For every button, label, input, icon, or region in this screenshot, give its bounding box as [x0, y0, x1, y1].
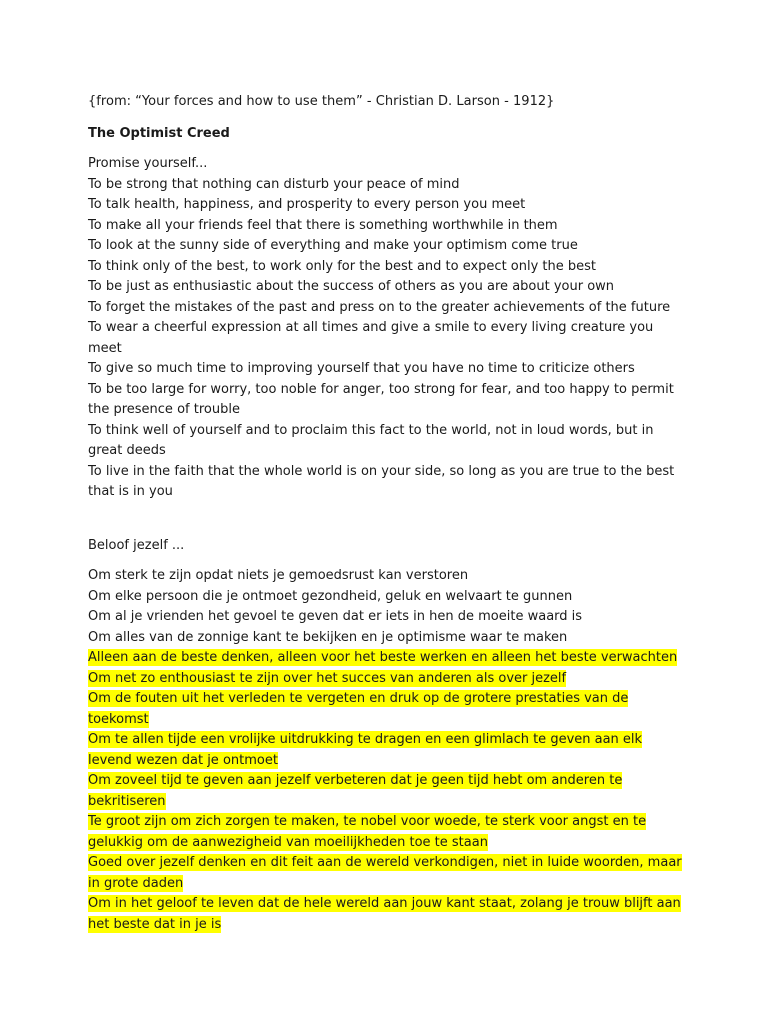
- highlighted-text: Om net zo enthousiast te zijn over het succes van anderen als over jezelf: [88, 670, 567, 686]
- dutch-highlighted-line: [88, 669, 688, 690]
- dutch-line: Om alles van de zonnige kant te bekijken en je optimisme waar te maken: [88, 629, 568, 645]
- dutch-line: Om elke persoon die je ontmoet gezondheid, geluk en welvaart te gunnen: [88, 588, 573, 604]
- dutch-highlighted-line: [88, 648, 688, 669]
- dutch-highlighted-line: [88, 689, 688, 730]
- highlighted-text: Om te allen tijde een vrolijke uitdrukking te dragen en een glimlach te geven aan elk levend wezen dat je ontmoet: [88, 732, 643, 768]
- english-line: To be too large for worry, too noble for anger, too strong for fear, and too happy to permit the presence of trouble: [88, 381, 674, 417]
- dutch-creed: [88, 536, 688, 936]
- highlighted-text: Om in het geloof te leven dat de hele wereld aan jouw kant staat, zolang je trouw blijft aan het beste dat in je is: [88, 896, 681, 932]
- dutch-highlighted-line: [88, 771, 688, 812]
- english-line: To talk health, happiness, and prosperity to every person you meet: [88, 197, 526, 212]
- english-line: To live in the faith that the whole world is on your side, so long as you are true to the best that is in you: [88, 463, 675, 499]
- highlighted-text: Goed over jezelf denken en dit feit aan de wereld verkondigen, niet in luide woorden, maar in grote daden: [88, 855, 682, 891]
- highlighted-text: Te groot zijn om zich zorgen te maken, te nobel voor woede, te sterk voor angst en te gelukkig om de aanwezigheid van moeilijkheden toe te staan: [88, 814, 647, 850]
- dutch-line: Om al je vrienden het gevoel te geven dat er iets in hen de moeite waard is: [88, 609, 583, 624]
- english-line: To be just as enthusiastic about the success of others as you are about your own: [88, 279, 615, 294]
- english-intro: Promise yourself...: [88, 156, 208, 171]
- english-line: To look at the sunny side of everything and make your optimism come true: [88, 238, 578, 253]
- highlighted-text: Alleen aan de beste denken, alleen voor het beste werken en alleen het beste verwachten: [88, 650, 678, 665]
- dutch-highlighted-line: [88, 894, 688, 935]
- dutch-highlighted-line: [88, 812, 688, 853]
- english-line: To wear a cheerful expression at all times and give a smile to every living creature you meet: [88, 320, 654, 356]
- highlighted-text: Om zoveel tijd te geven aan jezelf verbeteren dat je geen tijd hebt om anderen te bekritiseren: [88, 773, 623, 809]
- dutch-intro: Beloof jezelf ...: [88, 537, 185, 553]
- dutch-highlighted-line: [88, 853, 688, 894]
- english-line: To think only of the best, to work only for the best and to expect only the best: [88, 258, 597, 274]
- english-line: To forget the mistakes of the past and press on to the greater achievements of the future: [88, 299, 671, 315]
- document-title: The Optimist Creed: [88, 126, 230, 141]
- document-page: [88, 92, 688, 935]
- english-creed: [88, 154, 688, 503]
- english-line: To think well of yourself and to proclaim this fact to the world, not in loud words, but in great deeds: [88, 422, 654, 458]
- highlighted-text: Om de fouten uit het verleden te vergeten en druk op de grotere prestaties van de toekomst: [88, 691, 629, 727]
- english-line: To give so much time to improving yourself that you have no time to criticize others: [88, 361, 635, 376]
- dutch-line: Om sterk te zijn opdat niets je gemoedsrust kan verstoren: [88, 568, 469, 583]
- dutch-highlighted-line: [88, 730, 688, 771]
- source-citation: {from: “Your forces and how to use them” - Christian D. Larson - 1912}: [88, 94, 555, 109]
- english-line: To make all your friends feel that there is something worthwhile in them: [88, 217, 558, 233]
- english-line: To be strong that nothing can disturb your peace of mind: [88, 176, 460, 192]
